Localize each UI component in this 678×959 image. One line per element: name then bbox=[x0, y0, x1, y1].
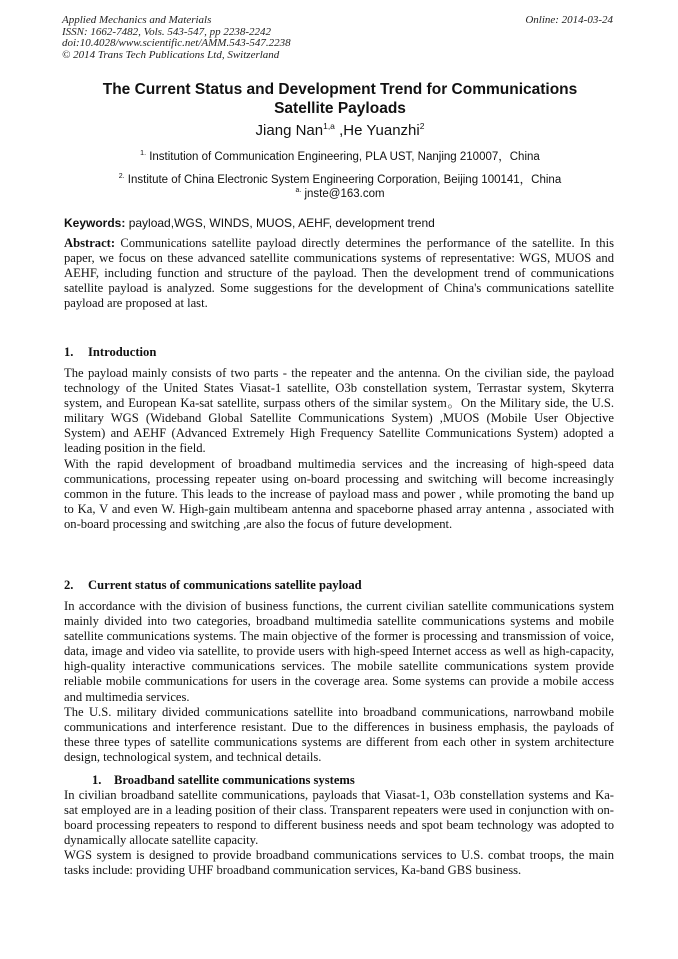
email-mark: a. bbox=[295, 187, 302, 194]
subsection-title: Broadband satellite communications systems bbox=[114, 773, 355, 787]
abstract bbox=[64, 236, 614, 311]
title-line-2: Satellite Payloads bbox=[274, 100, 406, 117]
affiliation-text: Institution of Communication Engineering, PLA UST, Nanjing 210007，China bbox=[146, 151, 540, 163]
affiliation-text: Institute of China Electronic System Engineering Corporation, Beijing 100141，China bbox=[124, 174, 562, 186]
section-number: 2. bbox=[64, 578, 74, 592]
author-superscript: 1,a bbox=[323, 121, 335, 131]
subsection-heading-broadband bbox=[92, 773, 355, 788]
paragraph: The payload mainly consists of two parts - the repeater and the antenna. On the civilian side, the payload technology of the United States Viasat-1 satellite, O3b constellation system, Terrastar system, Skyterra system, and European Ka-sat satellite, surpass others of the similar system。On the Military side, the U.S. military WGS (Wideband Global Satellite Communications System) ,MUOS (Mobile User Objective System) and AEHF (Advanced Extremely High Frequency Satellite Communications System) adopted a leading position in the field. bbox=[64, 366, 614, 456]
affiliation-mark: 2. bbox=[118, 173, 125, 180]
section-title: Introduction bbox=[88, 345, 157, 359]
section-number: 1. bbox=[64, 345, 74, 359]
title-line-1: The Current Status and Development Trend for Communications bbox=[102, 81, 578, 98]
journal-name: Applied Mechanics and Materials bbox=[62, 14, 212, 26]
paragraph: In civilian broadband satellite communications, payloads that Viasat-1, O3b constellation systems and Ka-sat employed are in a leading position of their class. Transparent repeaters were used in conjunction with on-board processing repeaters to respond to different business needs and spot beam technology was adopted to dynamically allocate satellite capacity. bbox=[64, 788, 614, 848]
author-list bbox=[60, 122, 620, 140]
paragraph: WGS system is designed to provide broadband communications services to U.S. combat troops, the main tasks include: providing UHF broadband communication services, Ka-band GBS business. bbox=[64, 848, 614, 878]
online-date: Online: 2014-03-24 bbox=[525, 14, 613, 26]
affiliation-2 bbox=[60, 173, 620, 187]
paper-title bbox=[60, 80, 620, 118]
affiliation-1 bbox=[60, 150, 620, 164]
section-body-current-status bbox=[64, 599, 614, 765]
section-heading-current-status bbox=[64, 578, 362, 593]
keywords-text: payload,WGS, WINDS, MUOS, AEHF, development trend bbox=[125, 216, 435, 230]
section-body-introduction bbox=[64, 366, 614, 532]
abstract-label: Abstract: bbox=[64, 236, 116, 250]
author-name: Jiang Nan bbox=[255, 122, 324, 139]
keywords-label: Keywords: bbox=[64, 216, 126, 230]
doi-line: doi:10.4028/www.scientific.net/AMM.543-547.2238 bbox=[62, 37, 291, 49]
author-superscript: 2 bbox=[419, 121, 425, 131]
subsection-number: 1. bbox=[92, 773, 102, 787]
affiliation-mark: 1. bbox=[140, 150, 147, 157]
keywords bbox=[64, 216, 435, 230]
section-heading-introduction bbox=[64, 345, 156, 360]
paragraph: The U.S. military divided communications satellite into broadband communications, narrowband mobile communications and interference resistant. Due to the differences in business emphasis, the payloads of these three types of satellite communications systems are different from each other in system architecture design, technological system, and technical details. bbox=[64, 704, 614, 764]
section-title: Current status of communications satellite payload bbox=[88, 578, 362, 592]
author-separator: , bbox=[334, 122, 344, 139]
copyright-line: © 2014 Trans Tech Publications Ltd, Switzerland bbox=[62, 48, 280, 61]
author-name: He Yuanzhi bbox=[343, 122, 420, 139]
email-address: jnste@163.com bbox=[301, 188, 385, 200]
abstract-text: Communications satellite payload directly determines the performance of the satellite. In this paper, we focus on these advanced satellite communications systems of representative: WGS, MUOS and AEHF, including function and structure of the payload. Then the development trend of communications satellite payload is analyzed. Some suggestions for the development of China's communications satellite payload are proposed at last. bbox=[64, 236, 614, 311]
paragraph: In accordance with the division of business functions, the current civilian satellite communications system mainly divided into two categories, broadband multimedia satellite communications systems and mobile satellite communications systems. The main objective of the former is processing and transmission of voice, data, image and video via satellite, to provide users with high-speed Internet access as well as high-capacity, high-quality interactive communications services. The mobile satellite communications system provide reliable mobile communications for users in the coverage area. Some systems can provide a mobile access and multimedia services. bbox=[64, 599, 614, 704]
subsection-body-broadband bbox=[64, 788, 614, 879]
author-email bbox=[60, 187, 620, 201]
issn-line: ISSN: 1662-7482, Vols. 543-547, pp 2238-2242 bbox=[62, 25, 271, 38]
paragraph: With the rapid development of broadband multimedia services and the increasing of high-speed data communications, processing repeater using on-board processing and switching will become increasingly common in the future. This leads to the increase of payload mass and power , while promoting the band up to Ka, V and even W. High-gain multibeam antenna and spaceborne phased array antenna , associated with on-board processing and switching ,are also the focus of future development. bbox=[64, 456, 614, 531]
journal-header bbox=[62, 15, 291, 61]
